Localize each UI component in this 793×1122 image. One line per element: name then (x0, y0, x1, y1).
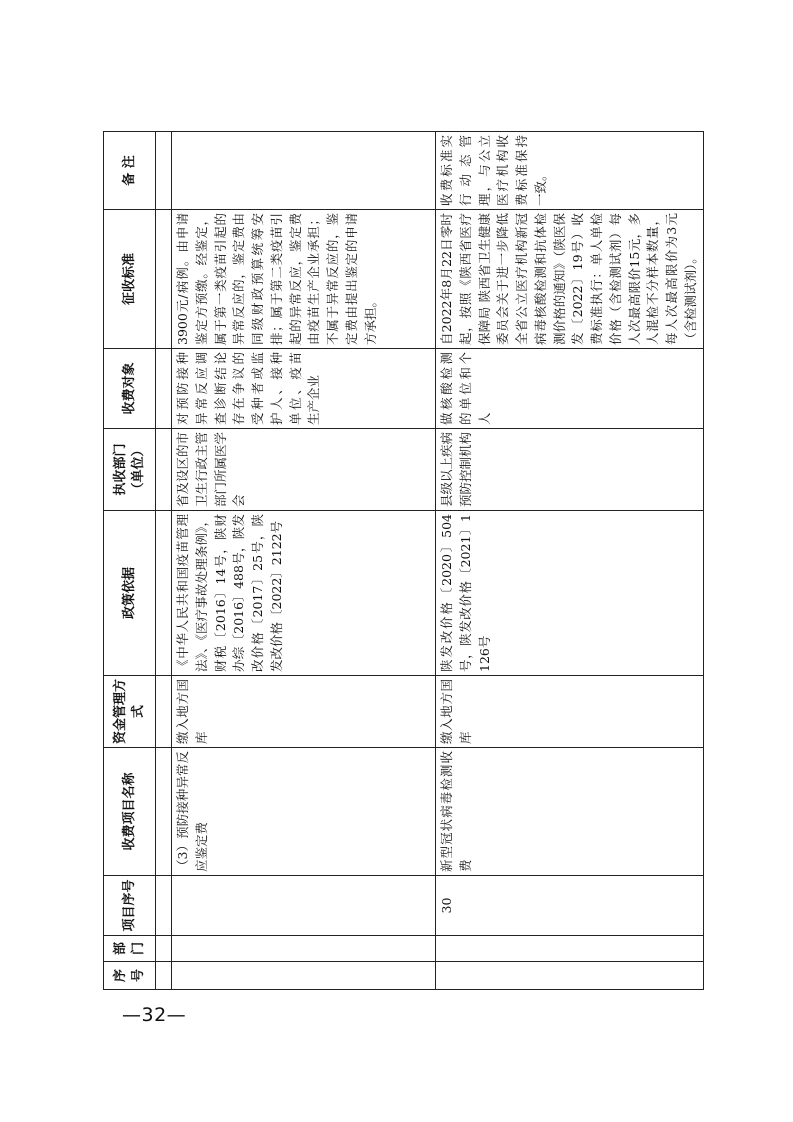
header-item-name: 收费项目名称 (104, 748, 156, 876)
fee-table (103, 131, 704, 990)
header-policy: 政策依据 (104, 511, 156, 676)
table-header-row (104, 132, 156, 990)
cell-collector: 省及设区的市卫生行政主管部门所属医学会 (172, 429, 436, 511)
cell-policy: 陕发改价格〔2020〕504号，陕发改价格〔2021〕1126号 (436, 511, 704, 676)
cell-collector: 县级以上疾病预防控制机构 (436, 429, 704, 511)
cell-dept (156, 936, 172, 962)
header-standard: 征收标准 (104, 210, 156, 349)
cell-seq (436, 962, 704, 990)
cell-fund-mgmt: 缴入地方国库 (172, 676, 436, 748)
header-payer: 收费对象 (104, 349, 156, 429)
cell-item-name: 新型冠状病毒检测收费 (436, 748, 704, 876)
header-seq: 序号 (104, 962, 156, 990)
table-row (156, 132, 172, 990)
cell-policy: 《中华人民共和国疫苗管理法》、《医疗事故处理条例》，财税〔2016〕14号，陕财办综〔2016〕488号，陕发改价格〔2017〕25号，陕发改价格〔2022〕2122号 (172, 511, 436, 676)
cell-payer (156, 349, 172, 429)
cell-dept (436, 936, 704, 962)
cell-remark: 收费标准实行动态管理，与公立医疗机构收费标准保持一致。 (436, 132, 704, 210)
cell-standard: 3900元/病例。由申请鉴定方预缴。经鉴定，属于第一类疫苗引起的异常反应的，鉴定费由同级财政预算统筹安排；属于第二类疫苗引起的异常反应，鉴定费由疫苗生产企业承担；不属于异常反应的，鉴定费由提出鉴定的申请方承担。 (172, 210, 436, 349)
header-item-no: 项目序号 (104, 876, 156, 936)
header-remark: 备 注 (104, 132, 156, 210)
cell-seq (172, 962, 436, 990)
cell-item-name: （3）预防接种异常反应鉴定费 (172, 748, 436, 876)
cell-payer: 对预防接种异常反应调查诊断结论存在争议的受种者或监护人、接种单位、疫苗生产企业 (172, 349, 436, 429)
header-dept: 部门 (104, 936, 156, 962)
cell-remark (156, 132, 172, 210)
cell-standard: 自2022年8月22日零时起，按照《陕西省医疗保障局 陕西省卫生健康委员会关于进一步降低全省公立医疗机构新冠病毒核酸检测和抗体检测价格的通知》（陕医保发〔2022〕19号）收费标准执行：单人单检价格（含检测试剂）每人次最高限价15元，多人混检不分样本数量，每人次最高限价为3元（含检测试剂）。 (436, 210, 704, 349)
cell-policy (156, 511, 172, 676)
cell-remark (172, 132, 436, 210)
table-row (172, 132, 436, 990)
cell-dept (172, 936, 436, 962)
cell-fund-mgmt (156, 676, 172, 748)
header-collector: 执收部门（单位） (104, 429, 156, 511)
cell-fund-mgmt: 缴入地方国库 (436, 676, 704, 748)
cell-standard (156, 210, 172, 349)
rotated-table-wrapper (103, 132, 698, 990)
page-number: —32— (122, 1004, 187, 1026)
cell-payer: 做核酸检测的单位和个人 (436, 349, 704, 429)
cell-seq (156, 962, 172, 990)
cell-item-no: 30 (436, 876, 704, 936)
cell-item-no (172, 876, 436, 936)
cell-item-name (156, 748, 172, 876)
cell-collector (156, 429, 172, 511)
cell-item-no (156, 876, 172, 936)
table-row (436, 132, 704, 990)
header-fund-mgmt: 资金管理方式 (104, 676, 156, 748)
